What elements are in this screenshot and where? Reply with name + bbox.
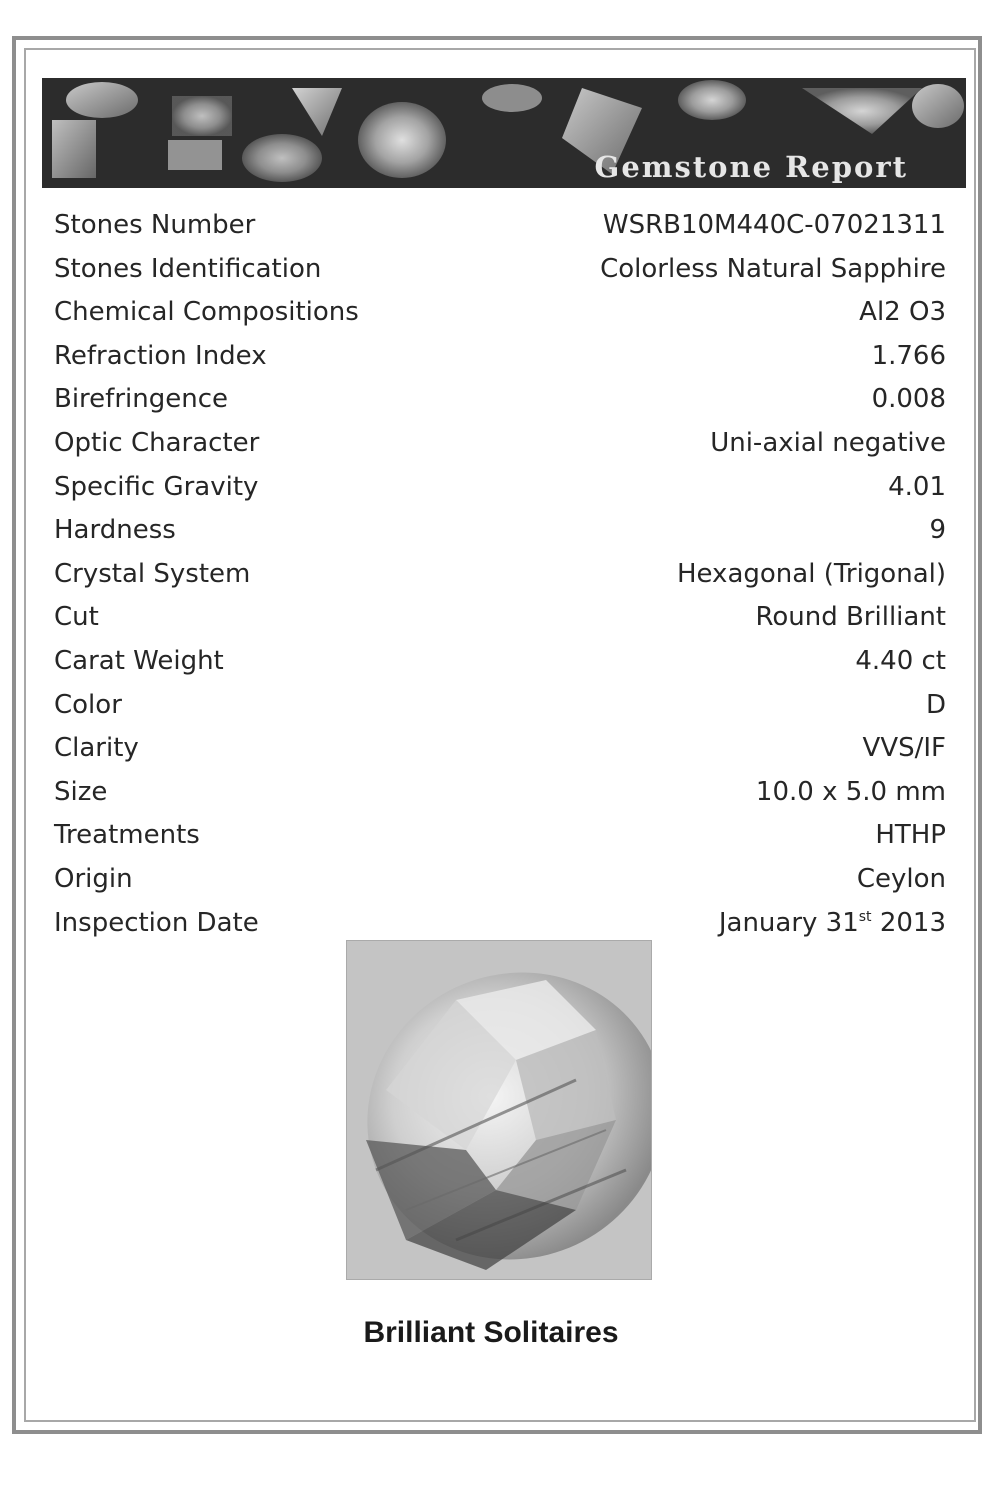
property-row [54, 509, 946, 553]
property-row [54, 596, 946, 640]
property-value: 1.766 [871, 340, 946, 371]
property-row [54, 204, 946, 248]
property-label: Origin [54, 863, 133, 894]
property-label: Carat Weight [54, 645, 224, 676]
property-row [54, 422, 946, 466]
property-value: 0.008 [871, 384, 946, 415]
property-label: Cut [54, 602, 99, 633]
property-label: Color [54, 689, 122, 720]
brand-name: Brilliant Solitaires [363, 1316, 619, 1349]
property-value: 4.01 [888, 471, 946, 502]
property-value: D [925, 689, 946, 720]
property-value: Ceylon [856, 863, 946, 894]
property-row [54, 814, 946, 858]
property-label: Chemical Compositions [54, 297, 359, 328]
property-label: Refraction Index [54, 340, 267, 371]
banner-title: Gemstone Report [594, 150, 908, 184]
property-row [54, 248, 946, 292]
property-value: Al2 O3 [859, 297, 946, 328]
property-value: Round Brilliant [755, 602, 946, 633]
round-brilliant-gem-icon [346, 940, 652, 1280]
property-value: WSRB10M440C-07021311 [602, 210, 946, 240]
inspection-date-suffix: st [858, 908, 872, 925]
inspection-date-value [719, 902, 946, 946]
inspection-date-row [54, 902, 946, 946]
property-value: 4.40 ct [855, 645, 946, 676]
property-label: Size [54, 776, 108, 807]
property-value: Hexagonal (Trigonal) [676, 558, 946, 589]
property-row [54, 291, 946, 335]
property-label: Clarity [54, 733, 139, 764]
property-label: Stones Number [54, 210, 256, 240]
property-label: Optic Character [54, 427, 260, 458]
property-row [54, 378, 946, 422]
property-value: Colorless Natural Sapphire [600, 253, 946, 284]
property-label: Hardness [54, 515, 176, 546]
property-value: 10.0 x 5.0 mm [755, 776, 946, 807]
property-label: Crystal System [54, 558, 251, 589]
inspection-date-year: 2013 [871, 907, 946, 938]
property-label: Stones Identification [54, 253, 322, 284]
property-row [54, 727, 946, 771]
property-row [54, 640, 946, 684]
gemstone-banner [42, 78, 966, 188]
property-label: Birefringence [54, 384, 228, 415]
property-value: Uni-axial negative [710, 427, 946, 458]
property-value: VVS/IF [862, 733, 946, 764]
inspection-date-label: Inspection Date [54, 907, 259, 938]
property-row [54, 466, 946, 510]
property-label: Specific Gravity [54, 471, 259, 502]
inspection-date-day: January 31 [718, 907, 859, 938]
property-row [54, 335, 946, 379]
property-row [54, 684, 946, 728]
gemstone-photo [346, 940, 652, 1280]
property-value: HTHP [875, 820, 946, 851]
gem-properties-table [54, 204, 946, 945]
property-row [54, 553, 946, 597]
property-row [54, 858, 946, 902]
property-value: 9 [929, 515, 946, 546]
property-row [54, 771, 946, 815]
property-label: Treatments [54, 820, 200, 851]
